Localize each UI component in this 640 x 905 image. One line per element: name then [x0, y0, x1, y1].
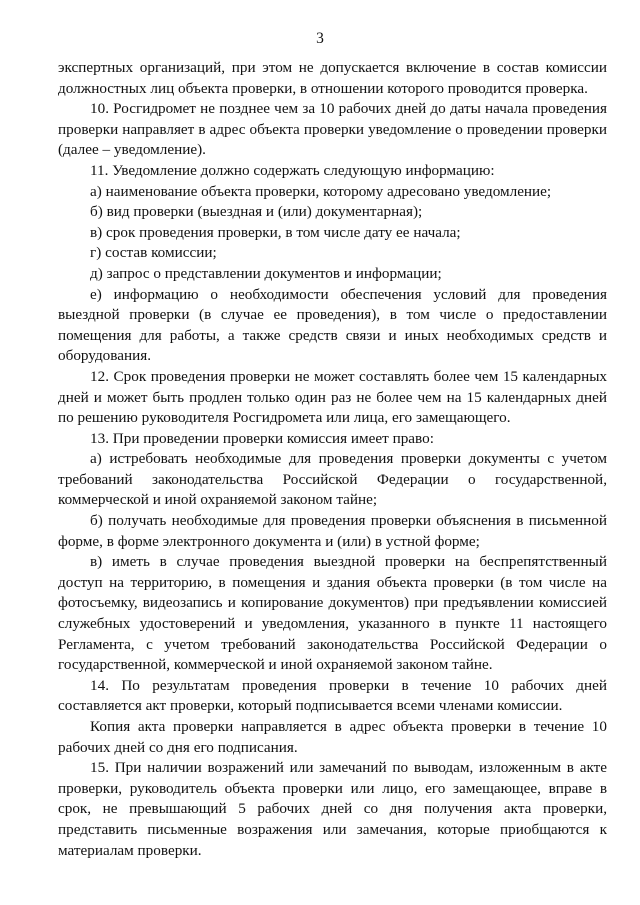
paragraph-13: 13. При проведении проверки комиссия имеет право: [90, 429, 434, 447]
paragraph-13-b: б) получать необходимые для проведения проверки объяснения в письменной форме, в форме электронного документа и (или) в устной форме; [58, 512, 607, 550]
page-number: 3 [316, 30, 324, 47]
paragraph-11-a: а) наименование объекта проверки, которому адресовано уведомление; [90, 182, 552, 200]
paragraph-11: 11. Уведомление должно содержать следующую информацию: [90, 161, 495, 179]
paragraph-continuation: экспертных организаций, при этом не допускается включение в состав комиссии должностных лиц объекта проверки, в отношении которого проводится проверка. [58, 59, 607, 97]
document-body [58, 58, 607, 861]
paragraph-11-d: д) запрос о представлении документов и информации; [90, 264, 442, 282]
paragraph-11-v: в) срок проведения проверки, в том числе дату ее начала; [90, 223, 461, 241]
paragraph-14: 14. По результатам проведения проверки в течение 10 рабочих дней составляется акт проверки, который подписывается всеми членами комиссии. [58, 676, 607, 715]
paragraph-12: 12. Срок проведения проверки не может составлять более чем 15 календарных дней и может быть продлен только один раз не более чем на 15 календарных дней по решению руководителя Росгидромета или лица, его замещающего. [58, 367, 607, 427]
paragraph-15: 15. При наличии возражений или замечаний по выводам, изложенным в акте проверки, руководитель объекта проверки или лицо, его замещающее, вправе в срок, не превышающий 5 рабочих дней со дня получения акта проверки, представить письменные возражения или замечания, которые приобщаются к материалам проверки. [58, 759, 607, 859]
paragraph-10: 10. Росгидромет не позднее чем за 10 рабочих дней до даты начала проведения проверки направляет в адрес объекта проверки уведомление о проведении проверки (далее – уведомление). [58, 100, 607, 159]
paragraph-13-v: в) иметь в случае проведения выездной проверки на беспрепятственный доступ на территорию, в помещения и здания объекта проверки (в том числе на фотосъемку, видеозапись и копирование документов) при предъявлении комиссией служебных удостоверений и уведомления, указанного в пункте 11 настоящего Регламента, с учетом требований законодательства Российской Федерации о государственной, коммерческой и иной охраняемой законом тайне. [58, 553, 607, 674]
paragraph-13-a: а) истребовать необходимые для проведения проверки документы с учетом требований законодательства Российской Федерации о государственной, коммерческой и иной охраняемой законом тайне; [58, 450, 607, 509]
paragraph-11-e: е) информацию о необходимости обеспечения условий для проведения выездной проверки (в случае ее проведения), в том числе о предоставлении помещения для работы, а также средств связи и иных необходимых средств и оборудования. [58, 285, 607, 365]
paragraph-11-b: б) вид проверки (выездная и (или) документарная); [90, 203, 423, 221]
paragraph-14-copy: Копия акта проверки направляется в адрес объекта проверки в течение 10 рабочих дней со дня его подписания. [58, 718, 607, 756]
paragraph-11-g: г) состав комиссии; [90, 244, 217, 262]
